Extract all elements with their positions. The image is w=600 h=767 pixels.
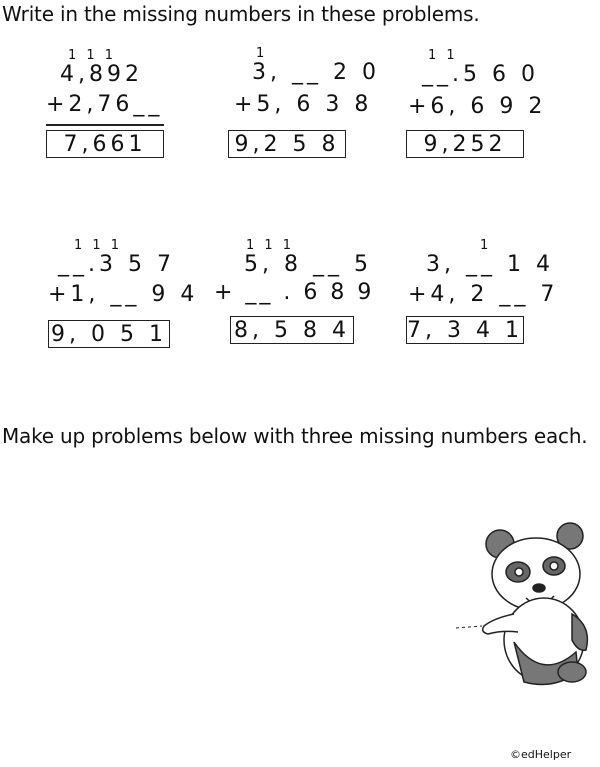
carry-digits: 1 1 1 <box>68 48 117 63</box>
addend-bottom: + __ . 6 8 9 <box>214 280 375 305</box>
carry-digits: 1 1 1 <box>246 238 295 253</box>
carry-digits: 1 <box>480 238 492 253</box>
problem-5 <box>214 238 375 348</box>
instructions-text: Write in the missing numbers in these problems. <box>2 2 480 26</box>
addend-bottom: +6, 6 9 2 <box>408 94 547 119</box>
answer-box: 9,2 5 8 <box>228 130 346 158</box>
problem-3 <box>406 48 546 158</box>
panda-mascot-icon <box>454 522 596 690</box>
answer-box: 7, 3 4 1 <box>407 317 523 343</box>
addend-bottom: +4, 2 __ 7 <box>408 282 559 307</box>
copyright-text: ©edHelper <box>510 748 572 761</box>
problem-1 <box>46 48 186 158</box>
addend-top: __.5 6 0 <box>422 62 539 87</box>
addend-bottom: +1, __ 9 4 <box>48 282 199 307</box>
addend-top: 5, 8 __ 5 <box>244 252 372 277</box>
carry-digits: 1 1 1 <box>74 238 123 253</box>
addend-bottom: +2,76__ <box>46 92 164 117</box>
make-up-instructions: Make up problems below with three missing numbers each. <box>2 424 588 448</box>
addend-top: 3, __ 1 4 <box>426 252 554 277</box>
problem-4 <box>48 238 199 348</box>
answer-box: 9, 0 5 1 <box>48 320 170 348</box>
answer-box: 7,661 <box>46 130 164 158</box>
carry-digits: 1 <box>256 46 268 61</box>
answer-box: 8, 5 8 4 <box>230 316 354 344</box>
addend-top: 3, __ 2 0 <box>252 60 380 85</box>
answer-box: 9,252 <box>406 130 524 158</box>
problem-6 <box>406 238 559 348</box>
addend-bottom: +5, 6 3 8 <box>234 92 373 117</box>
sum-rule <box>46 124 164 126</box>
addend-top: __.3 5 7 <box>58 252 175 277</box>
addend-top: 4,892 <box>60 62 143 87</box>
problem-2 <box>228 46 380 157</box>
carry-digits: 1 1 <box>428 48 458 63</box>
